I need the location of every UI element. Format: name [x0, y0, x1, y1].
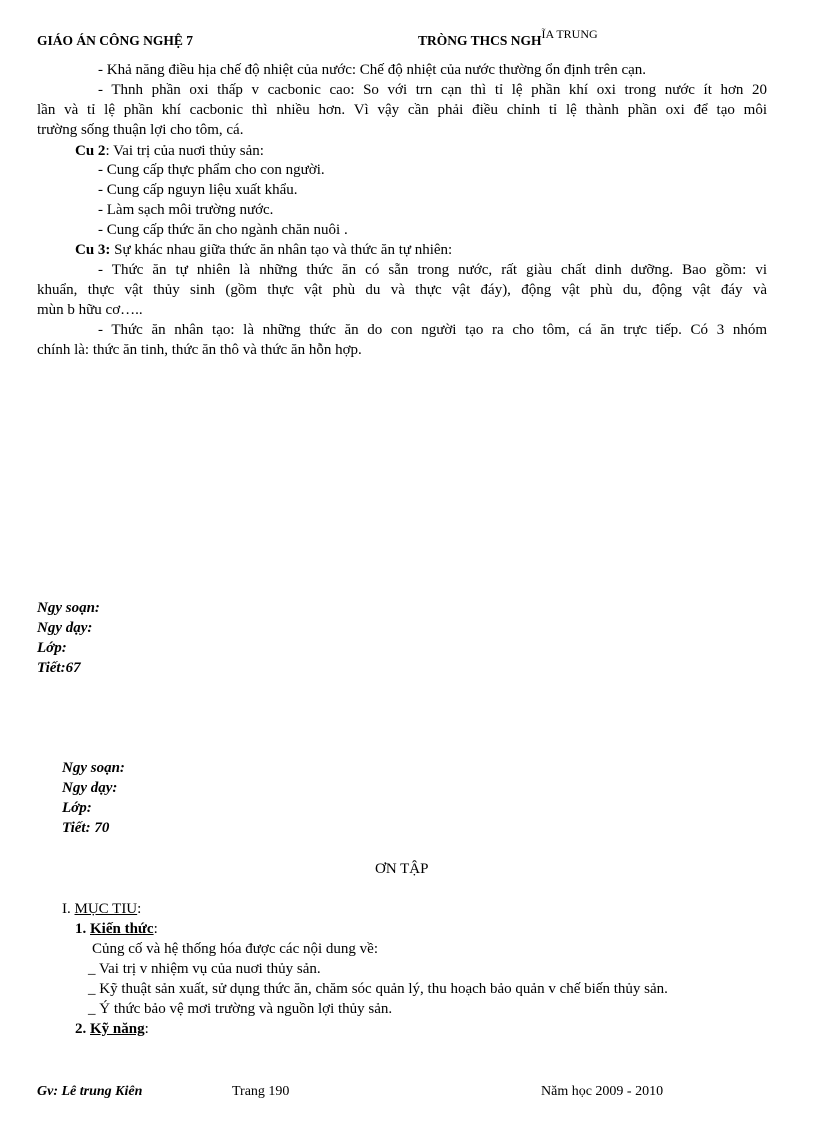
heading-muc-tieu-text: MỤC TIU — [74, 901, 138, 917]
para-oxi-line1: - Thnh phần oxi thấp v cacbonic cao: So với trn cạn thì tỉ lệ phần khí oxi trong nước ít hơn 20 — [98, 82, 767, 98]
block1-lop: Lớp: — [37, 640, 67, 656]
heading-ky-nang-num: 2. — [75, 1021, 90, 1037]
list-item: _ Ý thức bảo vệ mơi trường và nguồn lợi thủy sản. — [88, 1001, 393, 1017]
list-item: _ Vai trị v nhiệm vụ của nuơi thủy sản. — [88, 961, 321, 977]
header-left: GIÁO ÁN CÔNG NGHỆ 7 — [37, 33, 194, 48]
block1-tiet: Tiết:67 — [37, 660, 81, 676]
heading-ky-nang-colon: : — [144, 1021, 149, 1037]
question-3-text: Sự khác nhau giữa thức ăn nhân tạo và thức ăn tự nhiên: — [110, 242, 453, 258]
question-2-label: Cu 2 — [75, 143, 106, 159]
section-title: ƠN TẬP — [375, 861, 429, 877]
question-3 — [75, 240, 452, 260]
para-tu-nhien-line1: - Thức ăn tự nhiên là những thức ăn có sẵn trong nước, rất giàu chất dinh dưỡng. Bao gồm: vi — [98, 262, 767, 278]
para-nhan-tao-line2: chính là: thức ăn tinh, thức ăn thô và thức ăn hỗn hợp. — [37, 342, 362, 358]
block1-ngay-soan: Ngy soạn: — [37, 600, 100, 616]
header-school: TRÒNG THCS NGH — [418, 33, 542, 48]
para-nhan-tao-line1: - Thức ăn nhân tạo: là những thức ăn do con người tạo ra cho tôm, cá ăn trực tiếp. Có 3 nhóm — [98, 322, 767, 338]
heading-muc-tieu — [62, 899, 141, 919]
heading-muc-tieu-colon: : — [137, 901, 142, 917]
para-oxi-line2: lần và tỉ lệ phần khí cacbonic thì nhiều hơn. Vì vậy cần phải điều chỉnh tỉ lệ thành phần oxi để tạo môi — [37, 102, 767, 118]
list-item: - Cung cấp thực phẩm cho con người. — [98, 162, 325, 178]
para-oxi-line3: trường sống thuận lợi cho tôm, cá. — [37, 122, 244, 138]
heading-kien-thuc-colon: : — [153, 921, 158, 937]
footer-school-year: Năm học 2009 - 2010 — [541, 1084, 664, 1099]
para-nhiet-do: - Khả năng điều hịa chế độ nhiệt của nước: Chế độ nhiệt của nước thường ổn định trên cạn. — [98, 62, 647, 78]
block2-ngay-soan: Ngy soạn: — [62, 760, 125, 776]
heading-kien-thuc — [75, 919, 158, 939]
block2-tiet: Tiết: 70 — [62, 820, 110, 836]
question-3-label: Cu 3: — [75, 242, 111, 258]
heading-ky-nang — [75, 1019, 149, 1039]
header-right — [418, 27, 598, 49]
list-item: - Làm sạch môi trường nước. — [98, 202, 274, 218]
footer-teacher: Gv: Lê trung Kiên — [37, 1084, 143, 1099]
heading-muc-tieu-num: I. — [62, 901, 75, 917]
block2-lop: Lớp: — [62, 800, 92, 816]
heading-kien-thuc-num: 1. — [75, 921, 90, 937]
footer-page-number: Trang 190 — [232, 1084, 290, 1099]
header-school-suffix: ĨA TRUNG — [541, 27, 598, 41]
list-item: - Cung cấp nguyn liệu xuất khẩu. — [98, 182, 298, 198]
block2-ngay-day: Ngy dạy: — [62, 780, 118, 796]
kien-thuc-intro: Củng cố và hệ thống hóa được các nội dung về: — [92, 941, 378, 957]
para-tu-nhien-line3: mùn b hữu cơ….. — [37, 302, 143, 318]
para-tu-nhien-line2: khuẩn, thực vật thủy sinh (gồm thực vật phù du và thực vật đáy), động vật phù du, động vật đáy và — [37, 282, 767, 298]
question-2-text: : Vai trị của nuơi thủy sản: — [105, 143, 264, 159]
block1-ngay-day: Ngy dạy: — [37, 620, 93, 636]
list-item: _ Kỹ thuật sản xuất, sử dụng thức ăn, chăm sóc quản lý, thu hoạch bảo quản v chế biến thủy sản. — [88, 981, 668, 997]
heading-ky-nang-text: Kỹ năng — [90, 1021, 145, 1037]
question-2 — [75, 141, 264, 161]
heading-kien-thuc-text: Kiến thức — [90, 921, 154, 937]
list-item: - Cung cấp thức ăn cho ngành chăn nuôi . — [98, 222, 348, 238]
